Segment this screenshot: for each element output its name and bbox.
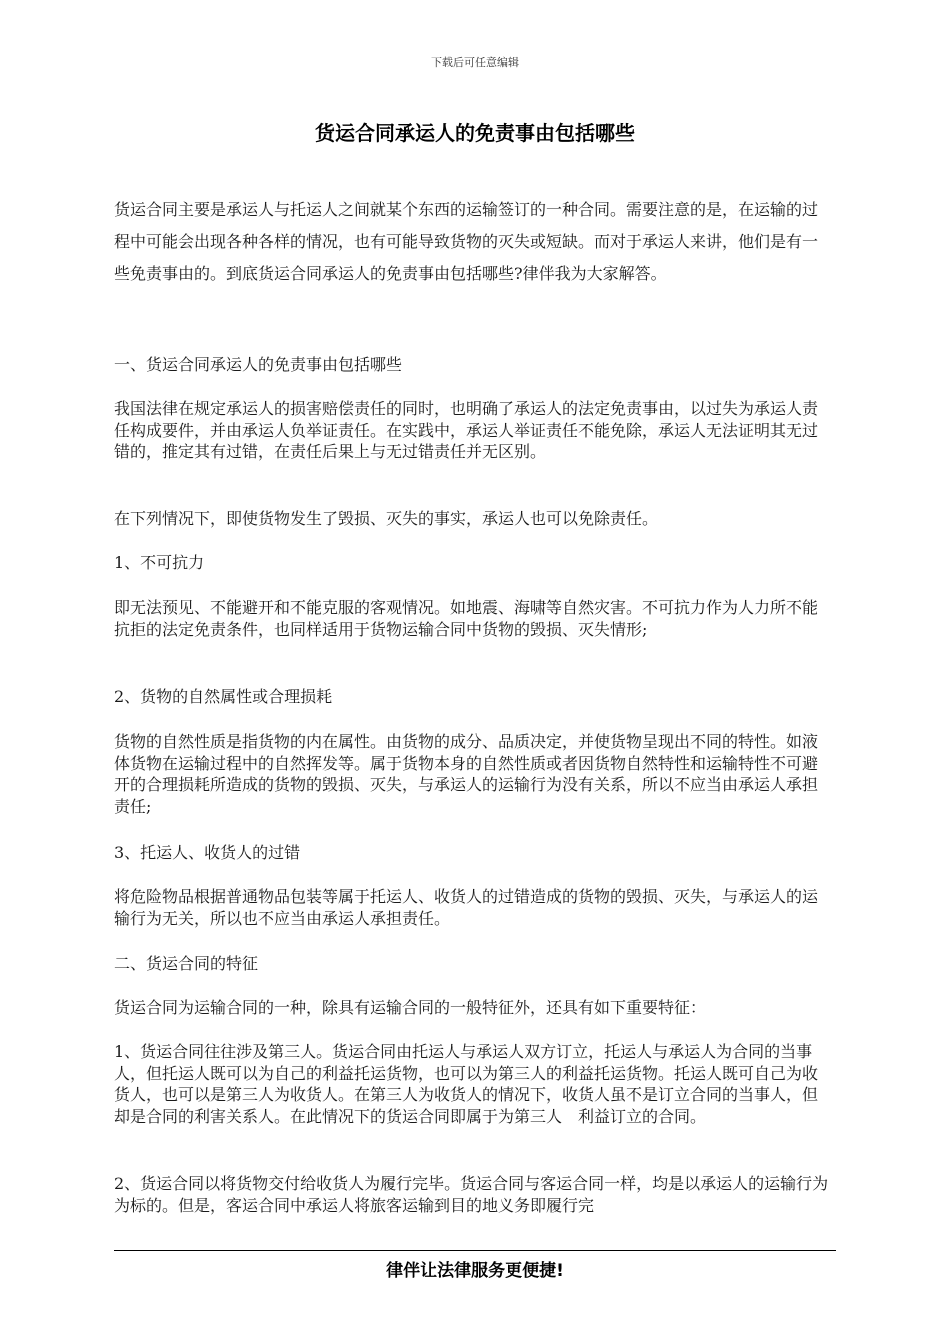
item-heading-2: 2、货物的自然属性或合理损耗 xyxy=(114,687,333,706)
document-title: 货运合同承运人的免责事由包括哪些 xyxy=(315,121,635,145)
paragraph: 货物的自然性质是指货物的内在属性。由货物的成分、品质决定，并使货物呈现出不同的特性。如液体货物在运输过程中的自然挥发等。属于货物本身的自然性质或者因货物自然特性和运输特性不可避开的合理损耗所造成的货物的毁损、灭失，与承运人的运输行为没有关系，所以不应当由承运人承担责任; xyxy=(114,732,819,816)
paragraph: 1、货运合同往往涉及第三人。货运合同由托运人与承运人双方订立，托运人与承运人为合同的当事人，但托运人既可以为自己的利益托运货物，也可以为第三人的利益托运货物。托运人既可自己为收货人，也可以是第三人为收货人。在第三人为收货人的情况下，收货人虽不是订立合同的当事人，但却是合同的利害关系人。在此情况下的货运合同即属于为第三人 利益订立的合同。 xyxy=(114,1042,819,1126)
item-heading-3: 3、托运人、收货人的过错 xyxy=(114,843,301,862)
section-heading-2: 二、货运合同的特征 xyxy=(114,954,259,973)
paragraph: 在下列情况下，即使货物发生了毁损、灭失的事实，承运人也可以免除责任。 xyxy=(114,509,659,528)
section-heading-1: 一、货运合同承运人的免责事由包括哪些 xyxy=(114,355,403,374)
footer-divider xyxy=(114,1250,836,1251)
paragraph: 将危险物品根据普通物品包装等属于托运人、收货人的过错造成的货物的毁损、灭失，与承运人的运输行为无关，所以也不应当由承运人承担责任。 xyxy=(114,887,819,928)
paragraph: 即无法预见、不能避开和不能克服的客观情况。如地震、海啸等自然灾害。不可抗力作为人力所不能抗拒的法定免责条件，也同样适用于货物运输合同中货物的毁损、灭失情形; xyxy=(114,598,819,639)
intro-paragraph: 货运合同主要是承运人与托运人之间就某个东西的运输签订的一种合同。需要注意的是，在运输的过程中可能会出现各种各样的情况，也有可能导致货物的灭失或短缺。而对于承运人来讲，他们是有一些免责事由的。到底货运合同承运人的免责事由包括哪些?律伴我为大家解答。 xyxy=(114,200,819,283)
paragraph: 2、货运合同以将货物交付给收货人为履行完毕。货运合同与客运合同一样，均是以承运人的运输行为为标的。但是，客运合同中承运人将旅客运输到目的地义务即履行完 xyxy=(114,1174,829,1215)
paragraph: 货运合同为运输合同的一种，除具有运输合同的一般特征外，还具有如下重要特征： xyxy=(114,998,707,1017)
paragraph: 我国法律在规定承运人的损害赔偿责任的同时，也明确了承运人的法定免责事由，以过失为承运人责任构成要件，并由承运人负举证责任。在实践中，承运人举证责任不能免除，承运人无法证明其无过错的，推定其有过错，在责任后果上与无过错责任并无区别。 xyxy=(114,399,819,461)
footer-slogan: 律伴让法律服务更便捷! xyxy=(386,1261,564,1281)
item-heading-1: 1、不可抗力 xyxy=(114,553,205,572)
header-note: 下载后可任意编辑 xyxy=(431,56,519,69)
